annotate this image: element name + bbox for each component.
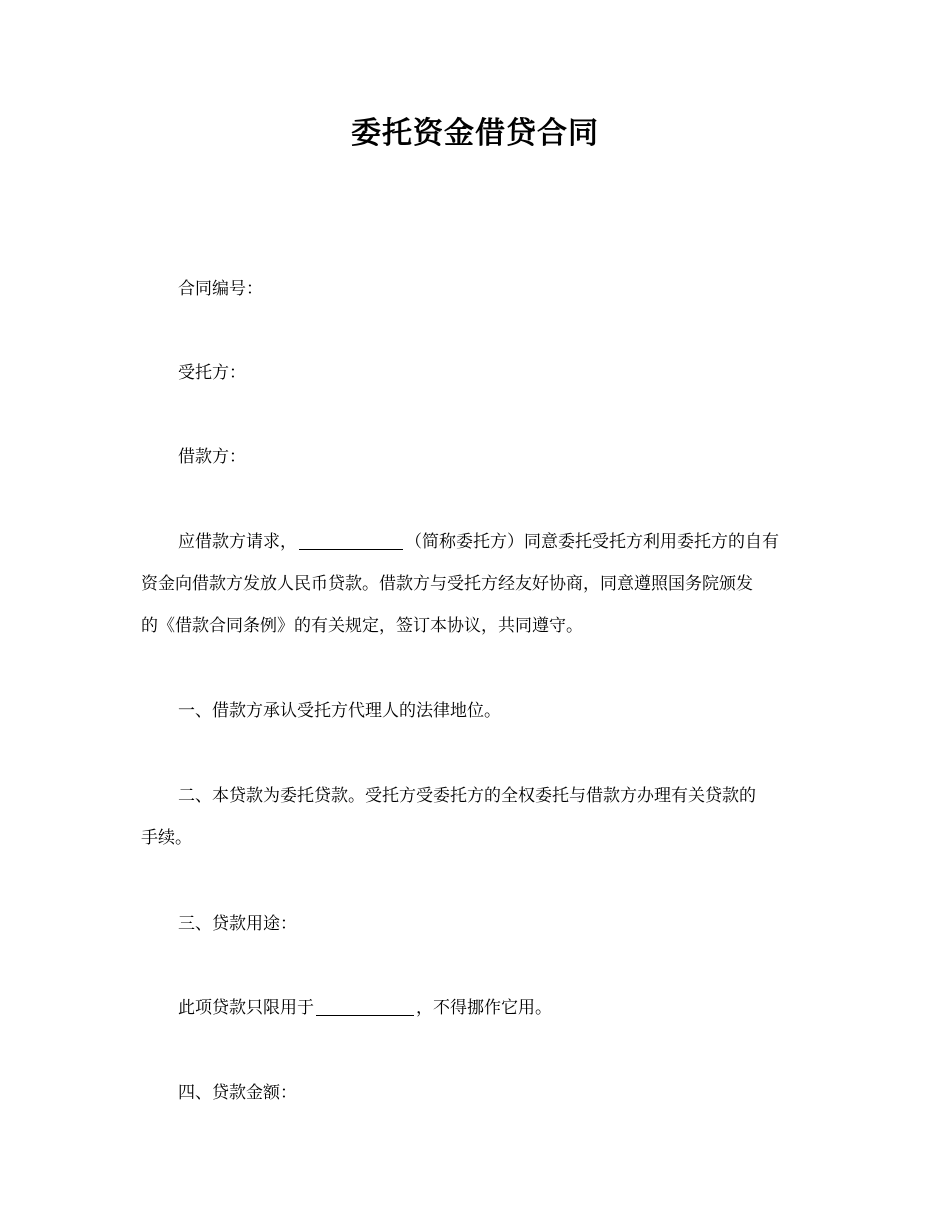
entrusting-party-blank xyxy=(299,531,403,550)
loan-purpose-text-start: 此项贷款只限用于 xyxy=(178,998,314,1018)
clause-3-detail xyxy=(141,987,813,1029)
clause-2-line-2: 手续。 xyxy=(141,828,192,848)
preamble-text-cont: （简称委托方）同意委托受托方利用委托方的自有 xyxy=(405,532,779,552)
clause-2-line-1: 二、本贷款为委托贷款。受托方受委托方的全权委托与借款方办理有关贷款的 xyxy=(178,786,756,806)
preamble-paragraph xyxy=(141,521,813,563)
preamble-line-3: 的《借款合同条例》的有关规定，签订本协议，共同遵守。 xyxy=(141,616,583,636)
clause-3-heading: 三、贷款用途： xyxy=(178,914,297,934)
field-trustee: 受托方： xyxy=(178,363,246,383)
loan-purpose-blank xyxy=(316,997,414,1016)
clause-4-heading: 四、贷款金额： xyxy=(178,1083,297,1103)
preamble-text-start: 应借款方请求， xyxy=(178,532,297,552)
document-title: 委托资金借贷合同 xyxy=(351,116,599,151)
clause-1: 一、借款方承认受托方代理人的法律地位。 xyxy=(178,701,501,721)
field-contract-number: 合同编号： xyxy=(178,279,263,299)
field-borrower: 借款方： xyxy=(178,447,246,467)
preamble-line-2: 资金向借款方发放人民币贷款。借款方与受托方经友好协商，同意遵照国务院颁发 xyxy=(141,574,753,594)
loan-purpose-text-end: ，不得挪作它用。 xyxy=(416,998,552,1018)
